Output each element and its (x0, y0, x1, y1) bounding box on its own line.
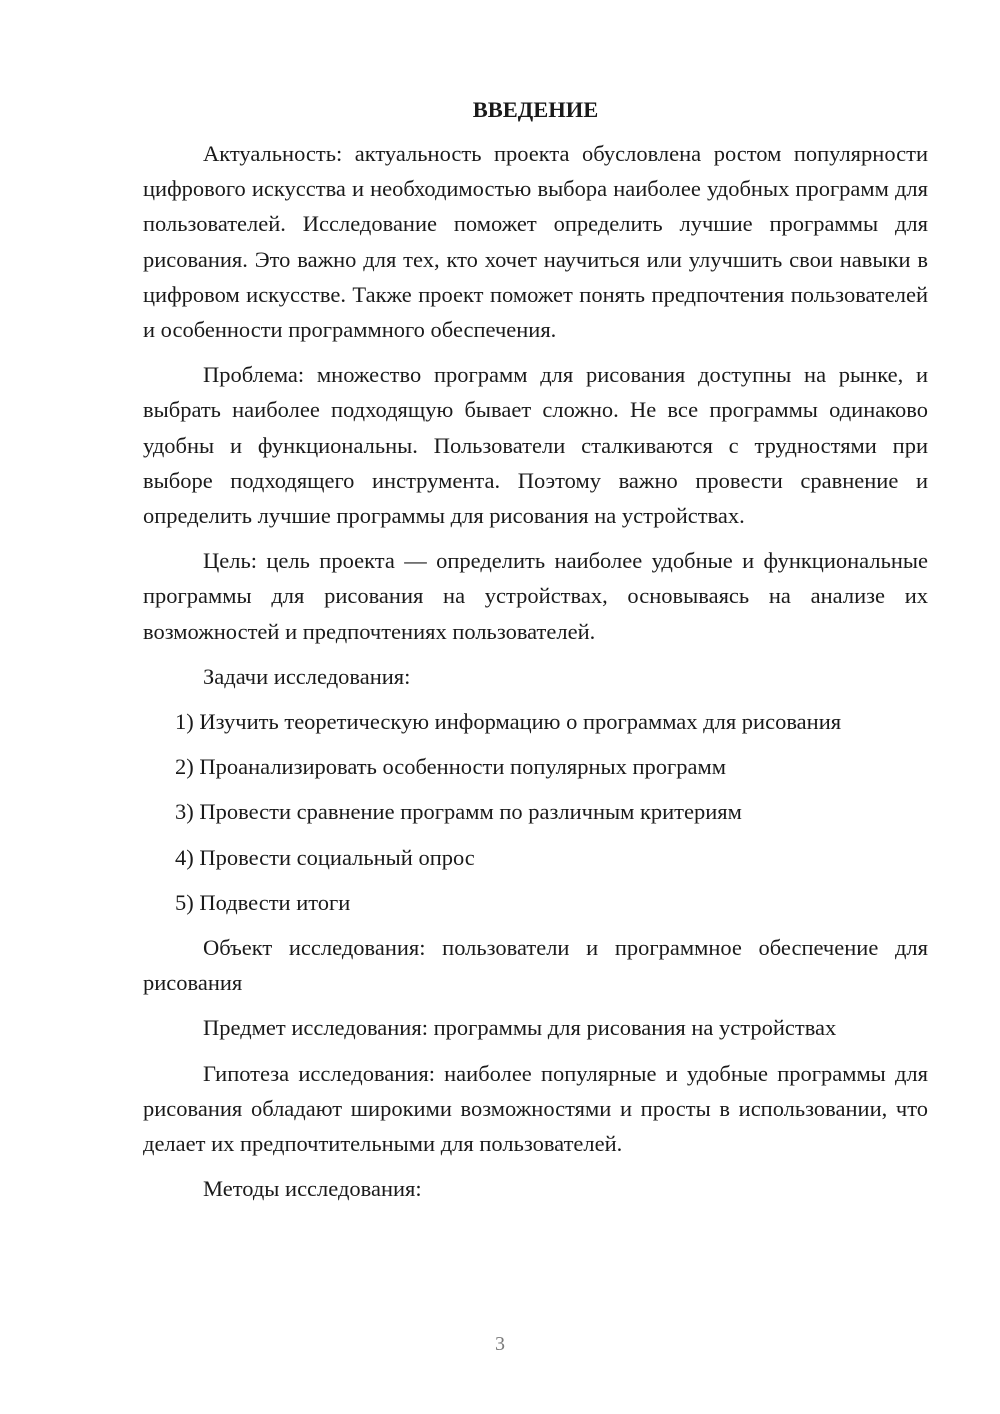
paragraph-hypothesis: Гипотеза исследования: наиболее популярные и удобные программы для рисования обладают широкими возможностями и просты в использовании, что делает их предпочтительными для пользователей. (143, 1060, 928, 1157)
paragraph-object: Объект исследования: пользователи и программное обеспечение для рисования (143, 935, 928, 996)
tasks-list (143, 704, 928, 920)
paragraph-problem: Проблема: множество программ для рисования доступны на рынке, и выбрать наиболее подходящую бывает сложно. Не все программы одинаково удобны и функциональны. Пользователи сталкиваются с трудностями при выборе подходящего инструмента. Поэтому важно провести сравнение и определить лучшие программы для рисования на устройствах. (143, 362, 928, 529)
paragraph-relevance: Актуальность: актуальность проекта обусловлена ростом популярности цифрового искусства и необходимостью выбора наиболее удобных программ для пользователей. Исследование поможет определить лучшие программы для рисования. Это важно для тех, кто хочет научиться или улучшить свои навыки в цифровом искусстве. Также проект поможет понять предпочтения пользователей и особенности программного обеспечения. (143, 141, 928, 343)
list-item: 3) Провести сравнение программ по различным критериям (175, 799, 742, 825)
list-item: 2) Проанализировать особенности популярных программ (175, 754, 726, 780)
paragraph-subject: Предмет исследования: программы для рисования на устройствах (203, 1015, 837, 1041)
list-item: 1) Изучить теоретическую информацию о программах для рисования (175, 709, 842, 735)
document-page (143, 92, 928, 1216)
methods-heading: Методы исследования: (203, 1176, 422, 1202)
section-title: ВВЕДЕНИЕ (472, 97, 599, 122)
paragraph-goal: Цель: цель проекта — определить наиболее удобные и функциональные программы для рисования на устройствах, основываясь на анализе их возможностей и предпочтениях пользователей. (143, 548, 928, 644)
list-item: 4) Провести социальный опрос (175, 844, 475, 870)
list-item: 5) Подвести итоги (175, 889, 351, 915)
page-number: 3 (495, 1333, 505, 1355)
tasks-heading: Задачи исследования: (203, 663, 411, 689)
